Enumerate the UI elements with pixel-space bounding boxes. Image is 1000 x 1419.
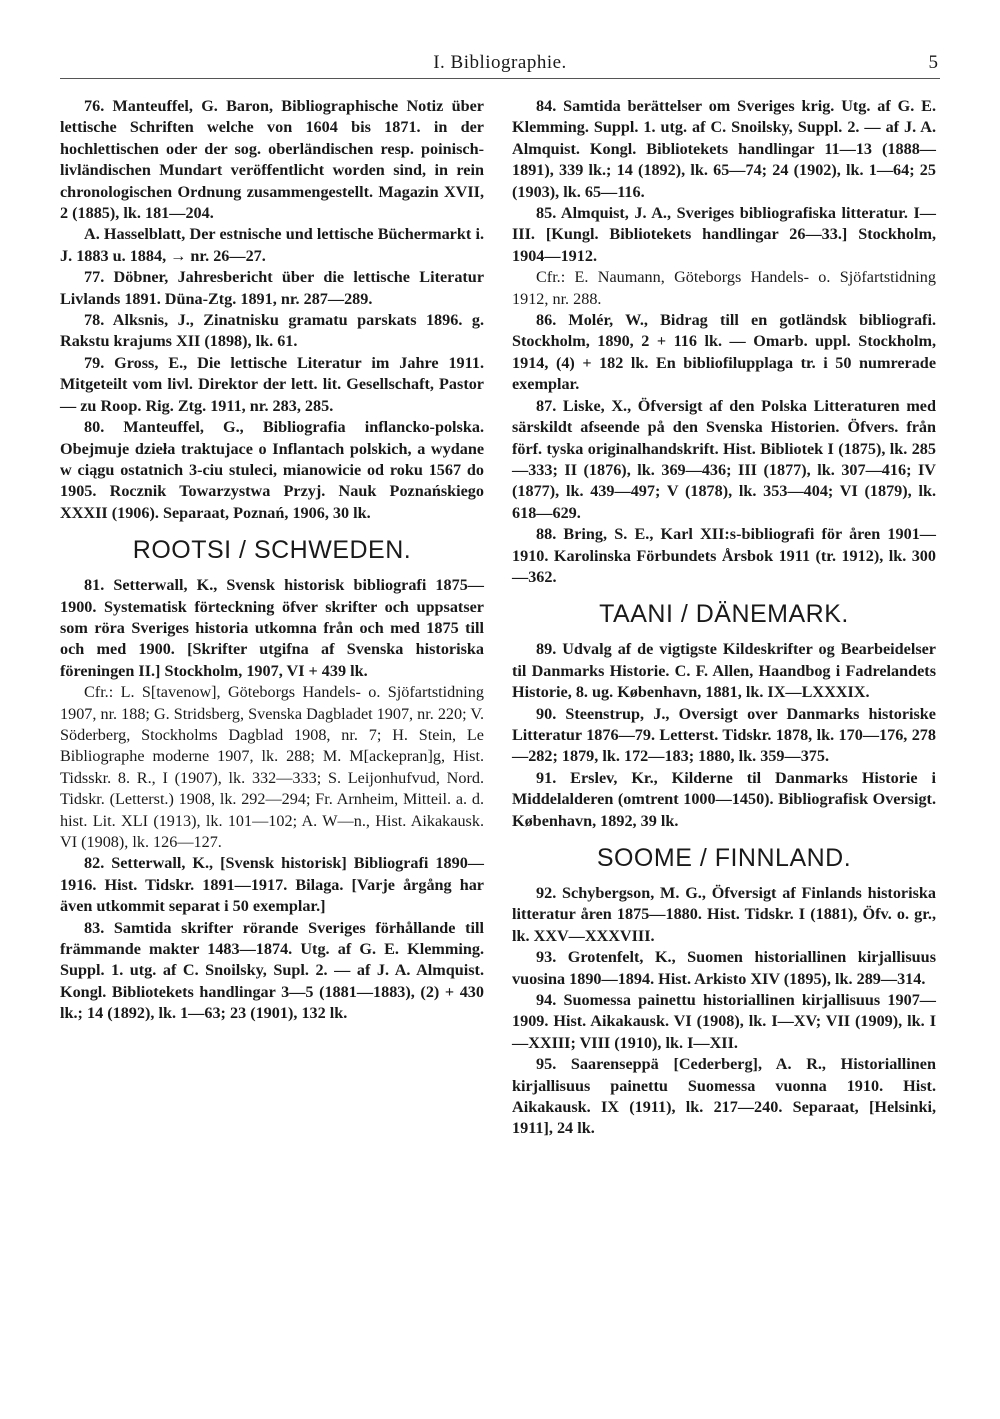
left-column — [60, 96, 484, 1025]
entry-89: 89. Udvalg af de vigtigste Kildeskrifter og Bearbeidelser til Danmarks Historie. C. F. Allen, Haandbog i Fadrelandets Historie, 8. ug. København, 1881, lk. IX—LXXXIX. — [512, 640, 936, 702]
entry-77: 77. Döbner, Jahresbericht über die lettische Literatur Livlands 1891. Düna-Ztg. 1891, nr. 287—289. — [60, 268, 484, 308]
entry-92: 92. Schybergson, M. G., Öfversigt af Finlands historiska litteratur åren 1875—1880. Hist. Tidskr. I (1881), Öfv. o. gr., lk. XXV—XXXVIII. — [512, 884, 936, 945]
entry-90: 90. Steenstrup, J., Oversigt over Danmarks historiske Litteratur 1876—79. Letterst. Tidskr. 1878, lk. 170—176, 278—282; 1879, lk. 172—183; 1880, lk. 359—375. — [512, 704, 936, 766]
entry-76-crossref: A. Hasselblatt, Der estnische und lettische Büchermarkt i. J. 1883 u. 1884, → nr. 26—27. — [60, 225, 484, 265]
entry-86: 86. Molér, W., Bidrag till en gotländsk bibliografi. Stockholm, 1890, 2 + 116 lk. — Omarb. uppl. Stockholm, 1914, (4) + 182 lk. En bibliofilupplaga tr. i 50 numrerade exemplar. — [512, 311, 936, 394]
entry-93: 93. Grotenfelt, K., Suomen historiallinen kirjallisuus vuosina 1890—1894. Hist. Arkisto XIV (1895), lk. 289—314. — [512, 948, 936, 988]
entry-87: 87. Liske, X., Öfversigt af den Polska Litteraturen med särskildt afseende på den Svenska Historien. Öfvers. från förf. tyska originalhandskrift. Hist. Bibliotek I (1875), lk. 285—333; II (1876), lk. 369—436; III (1877), lk. 307—416; IV (1877), lk. 439—497; V (1878), lk. 353—404; VI (1879), lk. 618—629. — [512, 396, 936, 522]
section-heading-soome: SOOME / FINNLAND. — [596, 844, 852, 872]
entry-78: 78. Alksnis, J., Zinatnisku gramatu parskats 1896. g. Rakstu krajums XII (1898), lk. 61. — [60, 311, 484, 351]
entry-95: 95. Saarenseppä [Cederberg], A. R., Historiallinen kirjallisuus painettu Suomessa vuonna 1910. Hist. Aikakausk. IX (1911), lk. 217—240. Separaat, [Helsinki, 1911], 24 lk. — [512, 1055, 936, 1138]
entry-84: 84. Samtida berättelser om Sveriges krig. Utg. af G. E. Klemming. Suppl. 1. utg. af C. Snoilsky, Suppl. 2. — af J. A. Almquist. Kongl. Bibliotekets handlingar 11—13 (1888—1891), 339 lk.; 14 (1892), lk. 65—74; 24 (1902), lk. 1—64; 25 (1903), lk. 65—116. — [512, 97, 936, 201]
entry-83: 83. Samtida skrifter rörande Sveriges förhållande till främmande makter 1483—1874. Utg. af G. E. Klemming. Suppl. 1. utg. af C. Snoilsky, Supl. 2. — af J. A. Almquist. Kongl. Bibliotekets handlingar 3—5 (1881—1883), (2) + 430 lk.; 14 (1892), lk. 1—63; 23 (1901), 132 lk. — [60, 918, 484, 1023]
entry-85: 85. Almquist, J. A., Sveriges bibliografiska litteratur. I—III. [Kungl. Bibliotekets handlingar 26—33.] Stockholm, 1904—1912. — [512, 204, 936, 265]
entry-79: 79. Gross, E., Die lettische Literatur im Jahre 1911. Mitgeteilt vom livl. Direktor der lett. lit. Gesellschaft, Pastor — zu Roop. Rig. Ztg. 1911, nr. 283, 285. — [60, 353, 484, 415]
section-heading-rootsi: ROOTSI / SCHWEDEN. — [132, 536, 412, 565]
entry-81-cfr: Cfr.: L. S[tavenow], Göteborgs Handels- o. Sjöfartstidning 1907, nr. 188; G. Stridsberg, Svenska Dagbladet 1907, nr. 220; V. Söderberg, Stockholms Dagblad 1908, nr. 7; H. Stein, Le Bibliographe moderne 1907, lk. 288; M. M[ackepran]g, Hist. Tidsskr. 8. R., I (1907), lk. 332—333; S. Leijonhufvud, Nord. Tidskr. (Letterst.) 1908, lk. 292—294; Fr. Arnheim, Mitteil. a. d. hist. Lit. XLI (1913), lk. 101—102; A. W—n., Hist. Aikakausk. VI (1908), lk. 126—127. — [60, 683, 485, 851]
running-title: I. Bibliographie. — [433, 52, 567, 73]
entry-81: 81. Setterwall, K., Svensk historisk bibliografi 1875—1900. Systematisk förteckning öfver skrifter och uppsatser som röra Sveriges historia utkomna från och med 1875 till och med 1900. [Skrifter utgifna af Svenska historiska föreningen II.] Stockholm, 1907, VI + 439 lk. — [60, 576, 484, 680]
entry-94: 94. Suomessa painettu historiallinen kirjallisuus 1907—1909. Hist. Aikakausk. VI (1908), lk. I—XV; VII (1909), lk. I—XXIII; VIII (1910), lk. I—XII. — [512, 991, 936, 1052]
page-number: 5 — [928, 52, 938, 73]
entry-88: 88. Bring, S. E., Karl XII:s-bibliografi för åren 1901—1910. Karolinska Förbundets Årsbok 1911 (tr. 1912), lk. 300—362. — [512, 525, 936, 586]
section-heading-taani: TAANI / DÄNEMARK. — [599, 600, 849, 629]
entry-82: 82. Setterwall, K., [Svensk historisk] Bibliografi 1890—1916. Hist. Tidskr. 1891—1917. Bilaga. [Varje årgång har även utkommit separat i 50 exemplar.] — [60, 854, 484, 916]
right-column — [512, 96, 936, 1140]
page-header — [60, 46, 940, 79]
entry-76: 76. Manteuffel, G. Baron, Bibliographische Notiz über lettische Schriften welche von 1604 bis 1871. in der hochlettischen oder der sog. oberländischen resp. poinisch-livländischen Mundart veröffentlicht worden sind, in rein chronologischen Ordnung zusammengestellt. Magazin XVII, 2 (1885), lk. 181—204. — [60, 97, 484, 223]
entry-80: 80. Manteuffel, G., Bibliografia inflancko-polska. Obejmuje dzieła traktujace o Inflantach polskich, a wydane w ciągu ostatnich 3-ciu stuleci, mianowicie od roku 1567 do 1905. Rocznik Towarzystwa Przyj. Nauk Poznańskiego XXXII (1906). Separaat, Poznań, 1906, 30 lk. — [60, 418, 484, 522]
entry-91: 91. Erslev, Kr., Kilderne til Danmarks Historie i Middelalderen (omtrent 1000—1450). Bibliografisk Oversigt. København, 1892, 39 lk. — [512, 768, 936, 830]
entry-85-cfr: Cfr.: E. Naumann, Göteborgs Handels- o. Sjöfartstidning 1912, nr. 288. — [512, 268, 936, 308]
